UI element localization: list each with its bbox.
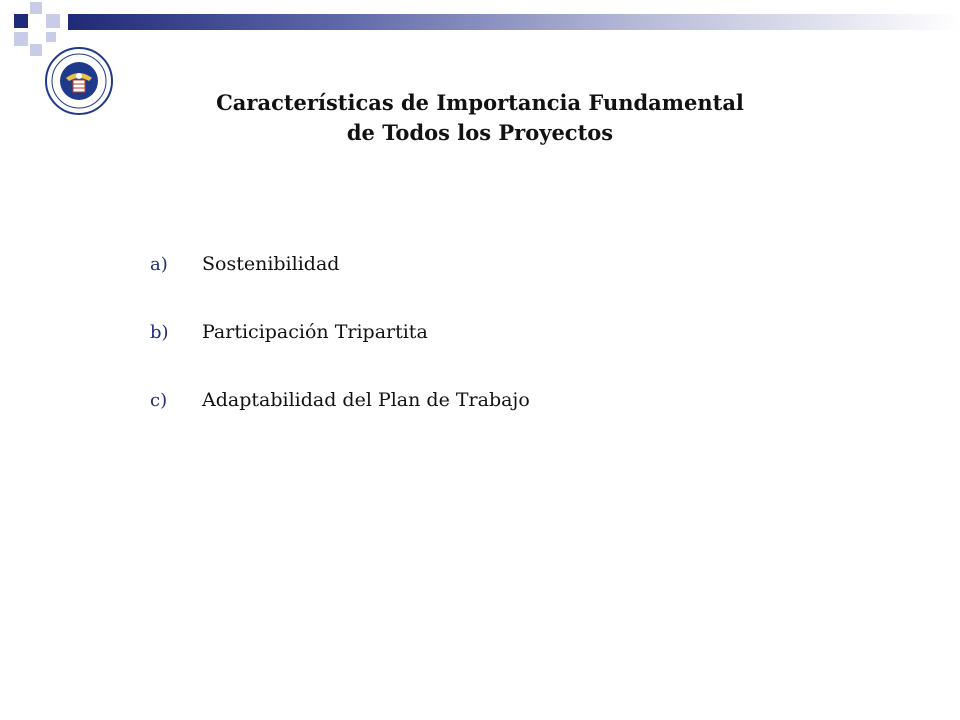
list-item bbox=[150, 316, 530, 348]
list-marker: b) bbox=[150, 321, 169, 343]
slide-title-line-2: de Todos los Proyectos bbox=[346, 120, 614, 145]
feature-list bbox=[150, 248, 530, 452]
list-marker: a) bbox=[150, 253, 168, 275]
header-gradient-bar bbox=[68, 14, 960, 30]
corner-square-light bbox=[30, 44, 42, 56]
department-seal-icon bbox=[44, 46, 114, 116]
corner-square-dark bbox=[14, 14, 28, 28]
corner-square-light bbox=[14, 32, 28, 46]
list-item-text: Sostenibilidad bbox=[202, 253, 340, 275]
slide-title-line-1: Características de Importancia Fundamental bbox=[216, 90, 744, 115]
list-item bbox=[150, 384, 530, 416]
list-item-text: Adaptabilidad del Plan de Trabajo bbox=[202, 389, 530, 411]
list-item-text: Participación Tripartita bbox=[202, 321, 428, 343]
corner-square-light bbox=[46, 32, 56, 42]
list-item bbox=[150, 248, 530, 280]
corner-square-light bbox=[46, 14, 60, 28]
corner-square-light bbox=[30, 2, 42, 14]
list-marker: c) bbox=[150, 389, 168, 411]
slide-title bbox=[160, 88, 800, 148]
